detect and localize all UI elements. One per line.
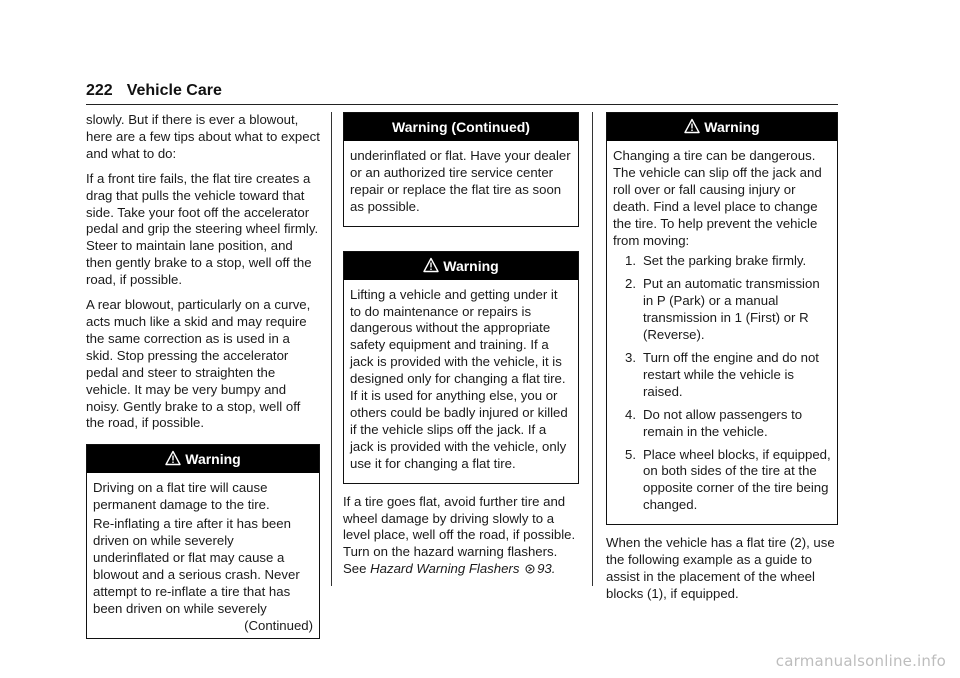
warning-triangle-icon bbox=[684, 118, 700, 134]
warning-body-continued bbox=[344, 141, 578, 226]
warning-title: Warning bbox=[185, 451, 241, 468]
column-divider-right bbox=[592, 112, 593, 586]
watermark: carmanualsonline.info bbox=[775, 652, 946, 670]
column-divider-left bbox=[331, 112, 332, 586]
warning-triangle-icon bbox=[165, 450, 181, 466]
paragraph-front-tire: If a front tire fails, the flat tire creates a drag that pulls the vehicle toward that side. Take your foot off the accelerator pedal and grip the steering wheel firmly. Steer to maintain lane position, and then gently brake to a stop, well off the road, if possible. bbox=[86, 170, 319, 288]
warning-header bbox=[344, 252, 578, 280]
warning-intro: Changing a tire can be dangerous. The vehicle can slip off the jack and roll over or fall causing injury or death. Find a level place to change the tire. To help prevent the vehicle from moving: bbox=[613, 148, 822, 248]
list-item: 3. Turn off the engine and do not restart while the vehicle is raised. bbox=[625, 349, 819, 399]
cross-reference-page[interactable]: 93. bbox=[537, 561, 556, 577]
warning-body bbox=[607, 141, 837, 524]
cross-reference-link[interactable]: Hazard Warning Flashers bbox=[370, 561, 520, 577]
header-rule bbox=[86, 104, 838, 105]
continued-label: (Continued) bbox=[244, 617, 313, 633]
warning-box-flat-tire bbox=[86, 444, 320, 639]
warning-header bbox=[87, 445, 319, 473]
paragraph-wheel-blocks: When the vehicle has a flat tire (2), use the following example as a guide to assist in the placement of the wheel blocks (1), if equipped. bbox=[606, 535, 835, 601]
warning-header bbox=[607, 113, 837, 141]
warning-box-continued bbox=[343, 112, 579, 227]
page-number: 222 bbox=[86, 82, 113, 99]
list-item: 1. Set the parking brake firmly. bbox=[625, 253, 807, 269]
warning-triangle-icon bbox=[423, 257, 439, 273]
warning-body bbox=[87, 473, 319, 638]
page-reference-icon bbox=[525, 564, 535, 574]
column-1 bbox=[86, 112, 320, 649]
warning-text-2: Re-inflating a tire after it has been driven on while severely underinflated or flat may cause a blowout and a serious crash. Never attempt to re-inflate a tire that has been driven on while severely bbox=[93, 516, 300, 616]
page-header bbox=[86, 82, 222, 100]
warning-body bbox=[344, 280, 578, 483]
paragraph-rear-blowout: A rear blowout, particularly on a curve, acts much like a skid and may require the same correction as is used in a skid. Stop pressing the accelerator pedal and steer to straighten the vehicle. It may be very bumpy and noisy. Gently brake to a stop, well off the road, if possible. bbox=[86, 297, 311, 431]
paragraph-text: If a tire goes flat, avoid further tire and wheel damage by driving slowly to a level place, well off the road, if possible. Turn on the hazard warning flashers. See bbox=[343, 493, 576, 577]
paragraph-blowout-intro: slowly. But if there is ever a blowout, here are a few tips about what to expect and what to do: bbox=[86, 112, 320, 161]
warning-box-changing-tire bbox=[606, 112, 838, 525]
warning-text-jack: Lifting a vehicle and getting under it to do maintenance or repairs is dangerous without the appropriate safety equipment and training. If a jack is provided with the vehicle, it is designed only for changing a flat tire. If it is used for anything else, you or others could be badly injured or killed if the vehicle slips off the jack. If a jack is provided with the vehicle, only use it for changing a flat tire. bbox=[350, 286, 568, 471]
list-item: 4. Do not allow passengers to remain in the vehicle. bbox=[625, 406, 803, 439]
warning-text-continued: underinflated or flat. Have your dealer or an authorized tire service center repair or replace the flat tire as soon as possible. bbox=[350, 148, 571, 214]
list-item: 5. Place wheel blocks, if equipped, on both sides of the tire at the opposite corner of the tire being changed. bbox=[625, 446, 831, 513]
steps-list bbox=[613, 253, 831, 514]
column-3 bbox=[606, 112, 838, 611]
warning-title: Warning bbox=[443, 257, 499, 274]
column-2 bbox=[343, 112, 579, 586]
warning-text-1: Driving on a flat tire will cause permanent damage to the tire. bbox=[93, 480, 270, 513]
paragraph-flat-tire bbox=[343, 494, 579, 579]
list-item: 2. Put an automatic transmission in P (Park) or a manual transmission in 1 (First) or R (Reverse). bbox=[625, 276, 820, 343]
warning-title: Warning bbox=[704, 119, 760, 135]
warning-box-jack bbox=[343, 251, 579, 484]
section-title: Vehicle Care bbox=[126, 82, 222, 99]
warning-header-continued: Warning (Continued) bbox=[344, 113, 578, 141]
